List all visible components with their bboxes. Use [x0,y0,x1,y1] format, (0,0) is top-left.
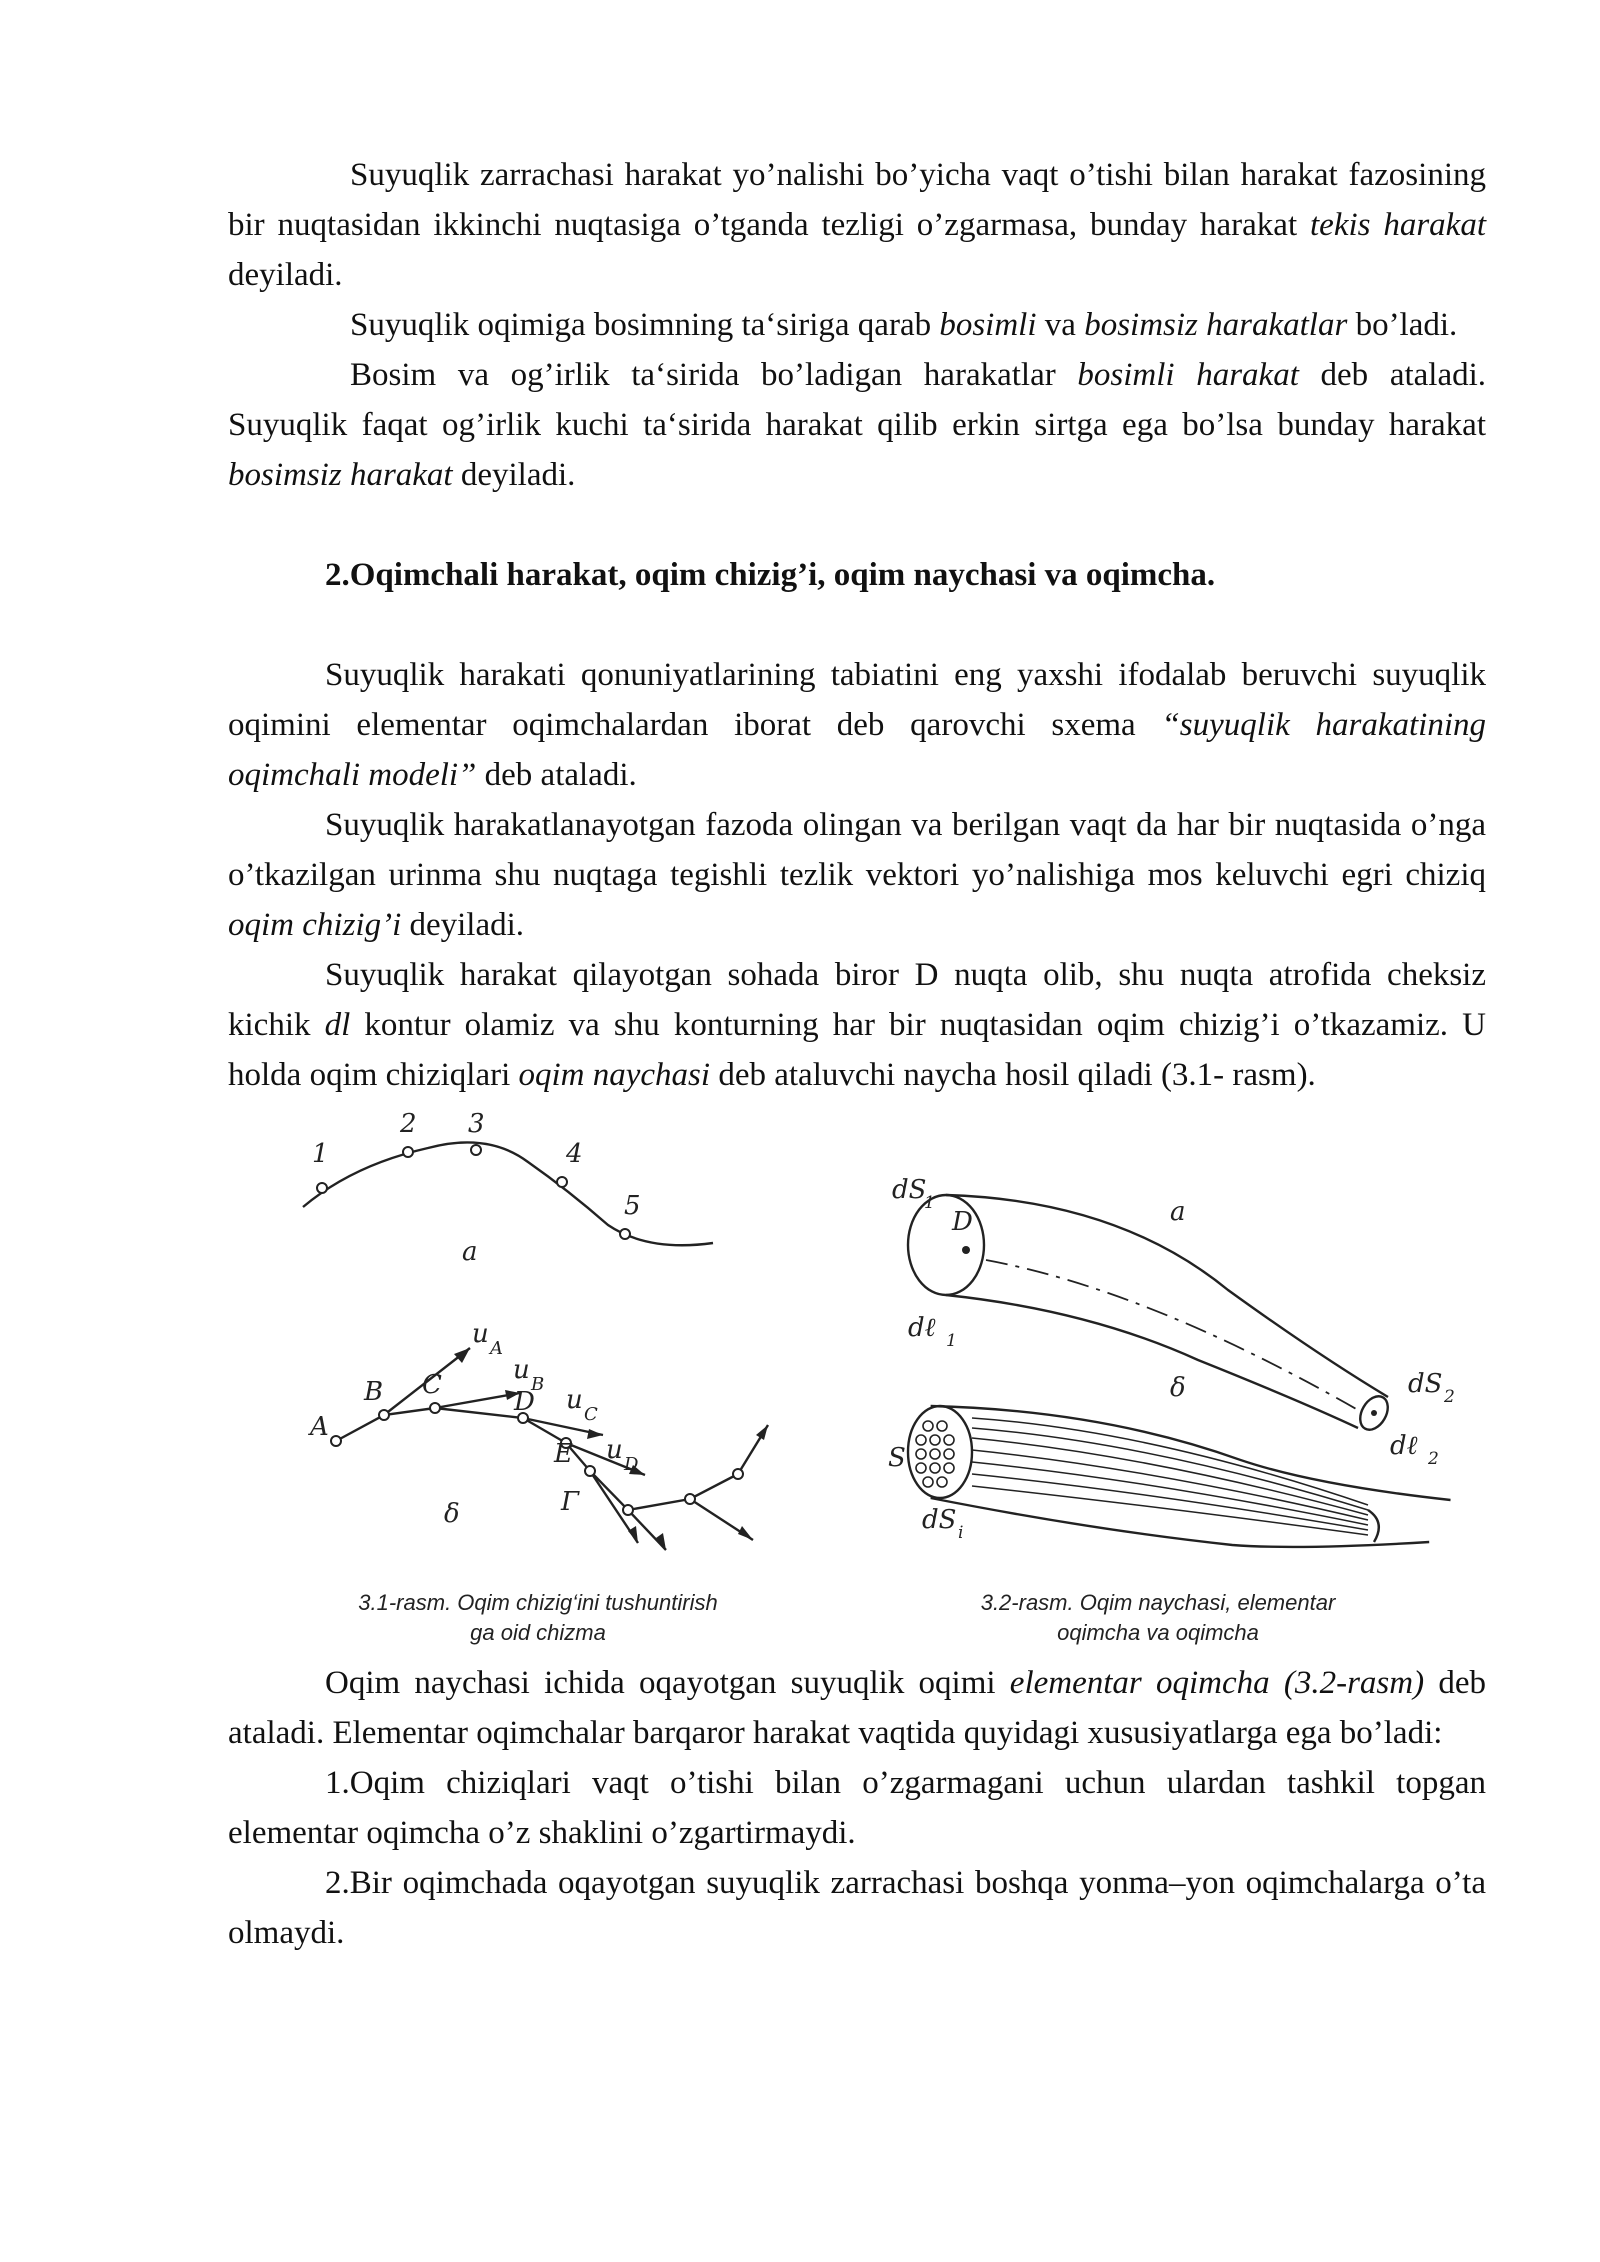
list-item-1: 1.Oqim chiziqlari vaqt o’tishi bilan o’zgarmagani uchun ulardan tashkil topgan elementar oqimcha o’z shaklini o’zgartirmaydi. [228,1765,1486,1851]
label-dS2-sub: 2 [1444,1387,1455,1407]
point-label-3: 3 [468,1110,485,1139]
sublabel-b: δ [444,1499,460,1529]
figure-3-1-streamline-diagram [228,1110,848,1575]
point-label-D: D [514,1387,535,1417]
page-content [228,150,1486,1958]
label-S: S [888,1443,906,1473]
tube-upper-surface [946,1195,1388,1397]
vector-label-uD-sub: D [624,1454,639,1475]
paragraph-uniform-motion: Suyuqlik zarrachasi harakat yo’nalishi bo’yicha vaqt o’tishi bilan harakat fazosining bir nuqtasidan ikkinchi nuqtasiga o’tganda tezligi o’zgarmasa, bunday harakat tekis harakat deyiladi. [228,157,1487,293]
label-dS2: dS [1408,1369,1443,1399]
paragraph-elementary-stream: Oqim naychasi ichida oqayotgan suyuqlik oqimi elementar oqimcha (3.2-rasm) deb ataladi. Elementar oqimchalar barqaror harakat vaqtida quyidagi xususiyatlarga ega bo’ladi: [228,1665,1486,1751]
figures-area [228,1110,1486,1658]
sublabel-a: a [462,1237,478,1267]
section-heading: 2.Oqimchali harakat, oqim chizig’i, oqim naychasi va oqimcha. [325,557,1216,593]
point-label-5: 5 [624,1191,641,1221]
paragraph-streamline: Suyuqlik harakatlanayotgan fazoda olingan va berilgan vaqt da har bir nuqtasida o’nga o’tkazilgan urinma shu nuqtaga tegishli tezlik vektori yo’nalishiga mos keluvchi egri chiziq oqim chizig’i deyiladi. [228,807,1486,943]
point-label-4: 4 [566,1139,583,1169]
streamline-polyline-b [336,1408,738,1510]
point-label-1: 1 [312,1139,329,1169]
label-a: a [1170,1197,1186,1227]
paragraph-pressure-types: Suyuqlik oqimiga bosimning ta‘siriga qarab bosimli va bosimsiz harakatlar bo’ladi. [350,307,1458,343]
label-dS1-sub: 1 [924,1193,935,1213]
figure-3-2-caption: 3.2-rasm. Oqim naychasi, elementar oqimcha va oqimcha [980,1590,1336,1645]
label-dS1: dS [892,1175,927,1205]
vector-label-uB: u [513,1355,530,1385]
streamline-curve-a [303,1142,713,1245]
paragraph-pressure-definition: Bosim va og’irlik ta‘sirida bo’ladigan harakatlar bosimli harakat deb ataladi. Suyuqlik faqat og’irlik kuchi ta‘sirida harakat qilib erkin sirtga ega bo’lsa bunday harakat bosimsiz harakat deyiladi. [228,357,1487,493]
paragraph-stream-tube: Suyuqlik harakat qilayotgan sohada biror D nuqta olib, shu nuqta atrofida cheksiz kichik dl kontur olamiz va shu konturning har bir nuqtasidan oqim chizig’i o’tkazamiz. U holda oqim chiziqlari oqim naychasi deb ataluvchi naycha hosil qiladi (3.1- rasm). [228,957,1486,1093]
label-dSi: dS [922,1505,957,1535]
term-uniform-motion: tekis harakat [1310,207,1487,243]
label-D: D [952,1207,973,1237]
vector-label-uA-sub: A [490,1338,503,1359]
vector-label-uB-sub: B [531,1374,545,1395]
term-pressure: bosimli [939,307,1037,343]
paragraph-stream-model: Suyuqlik harakati qonuniyatlarining tabiatini eng yaxshi ifodalab beruvchi suyuqlik oqimini elementar oqimchalardan iborat deb qarovchi sxema “suyuqlik harakatining oqimchali modeli” deb ataladi. [228,657,1487,793]
label-dl2: dℓ [1390,1431,1418,1461]
figure-3-2-stream-tube-diagram [888,1110,1488,1575]
tube-lower-surface [946,1295,1358,1428]
term-nonpressure: bosimsiz harakatlar [1084,307,1348,343]
label-dl2-sub: 2 [1428,1449,1439,1469]
point-label-E: E [554,1439,573,1469]
vector-label-uC-sub: C [584,1404,598,1425]
figure-3-1-caption: 3.1-rasm. Oqim chizig‘ini tushuntirish ga oid chizma [358,1590,718,1645]
label-dl1-sub: 1 [946,1331,957,1351]
point-label-B: B [364,1377,384,1407]
vector-label-uC: u [566,1385,583,1415]
vector-label-uD: u [606,1435,623,1465]
list-item-2: 2.Bir oqimchada oqayotgan suyuqlik zarrachasi boshqa yonma–yon oqimchalarga o’ta olmaydi. [228,1865,1486,1951]
point-label-A: A [310,1412,329,1442]
vector-label-uA: u [472,1319,489,1349]
point-label-Gamma: Γ [561,1487,580,1517]
label-dSi-sub: i [958,1523,964,1543]
point-label-C: C [422,1370,442,1400]
label-dl1: dℓ [908,1313,936,1343]
label-delta: δ [1170,1373,1186,1403]
point-label-2: 2 [400,1110,417,1139]
